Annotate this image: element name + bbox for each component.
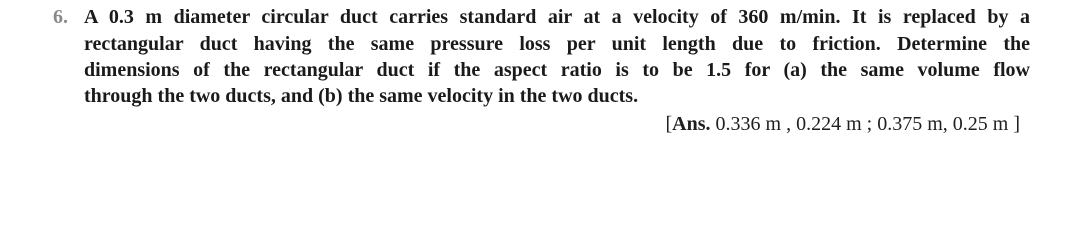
problem-number: 6. [53, 6, 68, 28]
problem-text-line-3: dimensions of the rectangular duct if the aspect ratio is to be 1.5 for (a) the same volume flow [84, 59, 1030, 81]
problem-text-line-4: through the two ducts, and (b) the same velocity in the two ducts. [84, 85, 639, 107]
answer-values: 0.336 m , 0.224 m ; 0.375 m, 0.25 m [710, 113, 1014, 135]
answer-open-bracket: [ [665, 113, 673, 135]
problem-text-line-1: A 0.3 m diameter circular duct carries standard air at a velocity of 360 m/min. It is replaced by a [84, 6, 1030, 28]
problem-text-line-2: rectangular duct having the same pressure loss per unit length due to friction. Determine the [84, 33, 1030, 55]
answer-label: Ans. [672, 113, 711, 135]
answer-line [666, 112, 1021, 136]
answer-close-bracket: ] [1013, 113, 1020, 135]
